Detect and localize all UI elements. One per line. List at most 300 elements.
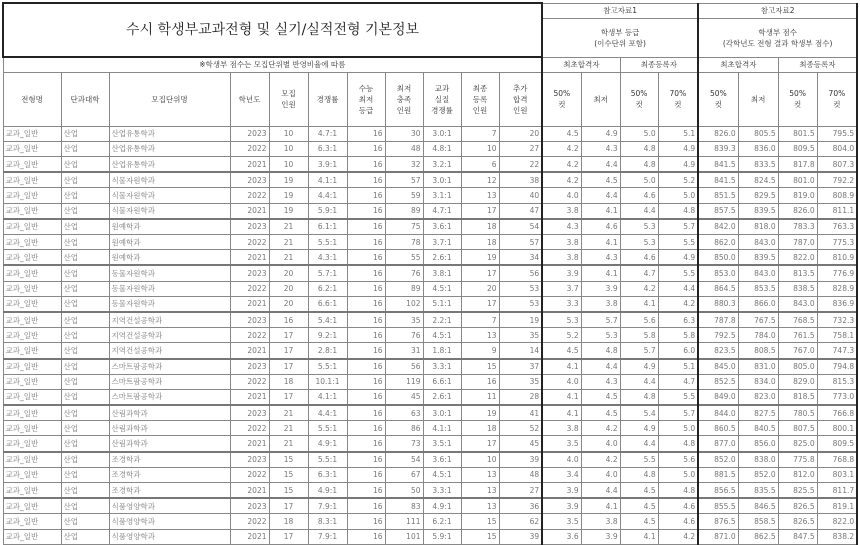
cell-rate: 6.2:1: [308, 281, 347, 296]
cell-quota: 17: [269, 359, 308, 375]
cell-ref2-first-50: 857.5: [698, 203, 738, 219]
cell-csat-grade: 16: [347, 235, 385, 250]
table-body: [3, 126, 857, 544]
cell-ref2-first-min: 823.0: [738, 389, 778, 405]
cell-type: 교과_일반: [3, 359, 61, 375]
cell-csat-grade: 16: [347, 250, 385, 266]
cell-ref2-final-70: 800.1: [817, 421, 857, 436]
cell-ref2-first-min: 843.0: [738, 235, 778, 250]
cell-ref1-first-min: 4.4: [581, 188, 620, 203]
cell-quota: 15: [269, 452, 308, 468]
cell-quota: 21: [269, 436, 308, 452]
cell-ref1-final-50: 5.7: [620, 343, 658, 359]
cell-csat-grade: 16: [347, 126, 385, 141]
cell-quota: 17: [269, 343, 308, 359]
cell-rate: 4.4:1: [308, 188, 347, 203]
cell-quota: 17: [269, 498, 308, 514]
cell-csat-grade: 16: [347, 389, 385, 405]
cell-ref1-first-min: 4.1: [581, 203, 620, 219]
table-row: [3, 328, 857, 343]
cell-ref1-final-50: 4.6: [620, 188, 658, 203]
cell-unit: 동물자원학과: [109, 265, 230, 281]
cell-min-met: 101: [385, 529, 423, 544]
cell-quota: 20: [269, 296, 308, 312]
cell-college: 산업: [61, 312, 109, 328]
cell-college: 산업: [61, 405, 109, 421]
table-row: [3, 157, 857, 173]
cell-ref2-first-min: 840.5: [738, 421, 778, 436]
cell-year: 2021: [230, 436, 269, 452]
cell-ref2-final-70: 810.9: [817, 250, 857, 266]
cell-csat-grade: 16: [347, 421, 385, 436]
cell-real-rate: 3.3:1: [423, 483, 461, 499]
col-ref2-final-50: 50% 컷: [778, 72, 817, 126]
cell-quota: 19: [269, 203, 308, 219]
cell-ref2-first-50: 844.0: [698, 405, 738, 421]
cell-ref1-first-50: 4.3: [542, 219, 581, 235]
cell-csat-grade: 16: [347, 483, 385, 499]
cell-ref1-first-min: 4.4: [581, 359, 620, 375]
col-year: 학년도: [230, 72, 269, 126]
cell-final-reg: 15: [461, 359, 499, 375]
cell-additional: 38: [499, 172, 542, 188]
cell-min-met: 48: [385, 141, 423, 156]
cell-final-reg: 17: [461, 436, 499, 452]
cell-college: 산업: [61, 250, 109, 266]
cell-min-met: 76: [385, 265, 423, 281]
col-ref1-first-min: 최저: [581, 72, 620, 126]
cell-year: 2022: [230, 235, 269, 250]
cell-college: 산업: [61, 328, 109, 343]
cell-ref1-first-min: 4.4: [581, 157, 620, 173]
cell-real-rate: 3.0:1: [423, 126, 461, 141]
cell-ref2-final-50: 801.5: [778, 126, 817, 141]
cell-ref1-final-50: 5.3: [620, 219, 658, 235]
cell-min-met: 35: [385, 312, 423, 328]
cell-unit: 스마트팜공학과: [109, 389, 230, 405]
table-row: [3, 203, 857, 219]
cell-ref2-first-min: 853.5: [738, 281, 778, 296]
cell-year: 2022: [230, 328, 269, 343]
cell-rate: 5.5:1: [308, 421, 347, 436]
table-row: [3, 343, 857, 359]
cell-csat-grade: 16: [347, 281, 385, 296]
cell-csat-grade: 16: [347, 157, 385, 173]
table-row: [3, 281, 857, 296]
cell-ref2-first-50: 856.5: [698, 483, 738, 499]
cell-ref2-final-50: 817.8: [778, 157, 817, 173]
cell-ref1-first-50: 4.2: [542, 157, 581, 173]
cell-unit: 지역건설공학과: [109, 328, 230, 343]
cell-ref1-final-70: 5.1: [658, 359, 698, 375]
cell-college: 산업: [61, 235, 109, 250]
table-row: [3, 421, 857, 436]
cell-additional: 53: [499, 281, 542, 296]
cell-college: 산업: [61, 452, 109, 468]
cell-real-rate: 3.3:1: [423, 359, 461, 375]
cell-year: 2023: [230, 126, 269, 141]
cell-ref1-first-min: 4.0: [581, 436, 620, 452]
cell-ref2-final-70: 803.1: [817, 467, 857, 482]
col-rate: 경쟁률: [308, 72, 347, 126]
cell-ref1-final-50: 4.9: [620, 421, 658, 436]
cell-min-met: 78: [385, 235, 423, 250]
cell-ref1-first-min: 5.7: [581, 312, 620, 328]
cell-year: 2023: [230, 219, 269, 235]
cell-additional: 36: [499, 498, 542, 514]
cell-ref1-final-70: 5.1: [658, 126, 698, 141]
cell-ref2-first-50: 871.0: [698, 529, 738, 544]
cell-ref2-final-50: 768.5: [778, 312, 817, 328]
cell-type: 교과_일반: [3, 467, 61, 482]
cell-additional: 62: [499, 514, 542, 529]
cell-csat-grade: 16: [347, 374, 385, 389]
cell-ref1-final-70: 4.8: [658, 436, 698, 452]
cell-ref1-first-50: 3.7: [542, 281, 581, 296]
cell-ref1-final-50: 4.2: [620, 281, 658, 296]
cell-year: 2021: [230, 296, 269, 312]
cell-rate: 5.9:1: [308, 203, 347, 219]
cell-final-reg: 10: [461, 452, 499, 468]
cell-additional: 28: [499, 389, 542, 405]
cell-type: 교과_일반: [3, 203, 61, 219]
cell-real-rate: 2.2:1: [423, 312, 461, 328]
cell-min-met: 86: [385, 421, 423, 436]
cell-year: 2023: [230, 312, 269, 328]
cell-ref2-first-min: 866.0: [738, 296, 778, 312]
cell-additional: 40: [499, 188, 542, 203]
cell-rate: 5.5:1: [308, 359, 347, 375]
col-ref1-final-70: 70% 컷: [658, 72, 698, 126]
cell-ref2-first-50: 842.0: [698, 219, 738, 235]
cell-college: 산업: [61, 157, 109, 173]
cell-final-reg: 17: [461, 265, 499, 281]
cell-year: 2022: [230, 281, 269, 296]
cell-min-met: 32: [385, 157, 423, 173]
cell-college: 산업: [61, 359, 109, 375]
cell-ref2-final-50: 826.0: [778, 203, 817, 219]
cell-unit: 지역건설공학과: [109, 312, 230, 328]
cell-ref1-final-50: 5.4: [620, 405, 658, 421]
cell-ref1-first-min: 5.3: [581, 328, 620, 343]
cell-ref1-final-50: 5.5: [620, 452, 658, 468]
cell-type: 교과_일반: [3, 296, 61, 312]
cell-college: 산업: [61, 188, 109, 203]
cell-ref2-final-50: 767.0: [778, 343, 817, 359]
cell-ref2-final-70: 747.3: [817, 343, 857, 359]
cell-csat-grade: 16: [347, 529, 385, 544]
cell-ref2-first-min: 862.5: [738, 529, 778, 544]
cell-real-rate: 4.8:1: [423, 141, 461, 156]
cell-ref2-final-50: 813.5: [778, 265, 817, 281]
cell-final-reg: 9: [461, 343, 499, 359]
cell-ref1-first-50: 3.8: [542, 235, 581, 250]
cell-csat-grade: 16: [347, 452, 385, 468]
cell-rate: 8.3:1: [308, 514, 347, 529]
cell-real-rate: 3.1:1: [423, 188, 461, 203]
cell-ref1-final-70: 4.2: [658, 296, 698, 312]
cell-unit: 식품영양학과: [109, 529, 230, 544]
cell-type: 교과_일반: [3, 498, 61, 514]
cell-ref1-final-50: 4.6: [620, 250, 658, 266]
cell-ref1-final-50: 5.0: [620, 172, 658, 188]
table-row: [3, 498, 857, 514]
cell-quota: 21: [269, 235, 308, 250]
cell-unit: 산업유통학과: [109, 126, 230, 141]
cell-ref2-first-min: 846.5: [738, 498, 778, 514]
cell-additional: 41: [499, 405, 542, 421]
cell-ref2-final-70: 819.1: [817, 498, 857, 514]
cell-ref2-first-50: 862.0: [698, 235, 738, 250]
table-row: [3, 250, 857, 266]
cell-ref1-first-50: 3.8: [542, 250, 581, 266]
cell-type: 교과_일반: [3, 126, 61, 141]
cell-college: 산업: [61, 281, 109, 296]
col-unit: 모집단위명: [109, 72, 230, 126]
cell-ref2-final-50: 843.0: [778, 296, 817, 312]
table-row: [3, 467, 857, 482]
cell-additional: 14: [499, 343, 542, 359]
ref1-label: 참고자료1: [542, 3, 698, 19]
cell-ref1-first-min: 4.2: [581, 421, 620, 436]
cell-additional: 19: [499, 312, 542, 328]
cell-real-rate: 3.8:1: [423, 265, 461, 281]
cell-college: 산업: [61, 296, 109, 312]
cell-ref1-first-min: 4.5: [581, 172, 620, 188]
cell-type: 교과_일반: [3, 483, 61, 499]
cell-min-met: 55: [385, 250, 423, 266]
cell-additional: 27: [499, 483, 542, 499]
cell-ref1-first-min: 3.8: [581, 296, 620, 312]
cell-ref1-first-50: 4.1: [542, 359, 581, 375]
cell-ref1-first-min: 4.3: [581, 250, 620, 266]
cell-ref2-final-70: 807.3: [817, 157, 857, 173]
cell-rate: 5.4:1: [308, 312, 347, 328]
cell-ref2-first-50: 852.0: [698, 452, 738, 468]
cell-ref1-first-50: 3.8: [542, 421, 581, 436]
cell-ref1-first-50: 4.0: [542, 188, 581, 203]
cell-real-rate: 2.6:1: [423, 389, 461, 405]
cell-unit: 스마트팜공학과: [109, 359, 230, 375]
cell-ref1-first-min: 4.8: [581, 343, 620, 359]
cell-ref2-first-50: 853.0: [698, 265, 738, 281]
cell-ref1-final-70: 4.8: [658, 203, 698, 219]
cell-unit: 동물자원학과: [109, 296, 230, 312]
cell-unit: 원예학과: [109, 250, 230, 266]
cell-type: 교과_일반: [3, 172, 61, 188]
cell-ref1-final-50: 5.3: [620, 235, 658, 250]
cell-final-reg: 17: [461, 203, 499, 219]
cell-ref2-first-50: 792.5: [698, 328, 738, 343]
cell-year: 2022: [230, 374, 269, 389]
cell-type: 교과_일반: [3, 343, 61, 359]
cell-ref1-first-min: 4.4: [581, 483, 620, 499]
cell-ref1-first-50: 3.4: [542, 467, 581, 482]
cell-ref2-first-min: 824.5: [738, 172, 778, 188]
cell-rate: 4.9:1: [308, 483, 347, 499]
cell-final-reg: 11: [461, 389, 499, 405]
cell-type: 교과_일반: [3, 389, 61, 405]
cell-ref1-first-50: 3.3: [542, 296, 581, 312]
cell-ref1-final-50: 4.4: [620, 374, 658, 389]
cell-additional: 39: [499, 529, 542, 544]
cell-ref2-first-min: 843.0: [738, 265, 778, 281]
cell-ref2-final-50: 829.0: [778, 374, 817, 389]
cell-ref1-first-50: 3.5: [542, 436, 581, 452]
ref2-subtitle-line1: 학생부 점수: [758, 27, 797, 37]
table-row: [3, 529, 857, 544]
cell-additional: 27: [499, 141, 542, 156]
cell-ref1-first-min: 4.1: [581, 235, 620, 250]
cell-type: 교과_일반: [3, 157, 61, 173]
cell-ref1-final-70: 4.9: [658, 157, 698, 173]
cell-unit: 동물자원학과: [109, 281, 230, 296]
cell-ref2-first-50: 855.5: [698, 498, 738, 514]
table-row: [3, 312, 857, 328]
ref1-subtitle: [542, 19, 698, 57]
cell-ref2-first-50: 826.0: [698, 126, 738, 141]
cell-min-met: 89: [385, 281, 423, 296]
cell-year: 2023: [230, 265, 269, 281]
cell-ref2-first-min: 827.5: [738, 405, 778, 421]
cell-ref2-first-50: 864.5: [698, 281, 738, 296]
cell-type: 교과_일반: [3, 421, 61, 436]
cell-min-met: 73: [385, 436, 423, 452]
cell-unit: 산림과학과: [109, 405, 230, 421]
cell-ref2-final-70: 808.9: [817, 188, 857, 203]
cell-ref2-first-50: 841.5: [698, 157, 738, 173]
cell-type: 교과_일반: [3, 436, 61, 452]
cell-ref2-final-70: 773.0: [817, 389, 857, 405]
cell-ref2-first-min: 856.0: [738, 436, 778, 452]
cell-real-rate: 4.7:1: [423, 203, 461, 219]
cell-year: 2023: [230, 405, 269, 421]
cell-ref1-final-70: 5.7: [658, 405, 698, 421]
cell-ref2-first-50: 860.5: [698, 421, 738, 436]
cell-additional: 52: [499, 421, 542, 436]
cell-ref2-final-70: 758.1: [817, 328, 857, 343]
cell-rate: 4.3:1: [308, 250, 347, 266]
cell-ref2-first-min: 852.0: [738, 467, 778, 482]
cell-ref2-final-50: 826.5: [778, 498, 817, 514]
cell-ref1-final-70: 4.9: [658, 141, 698, 156]
cell-ref2-first-min: 839.5: [738, 203, 778, 219]
cell-unit: 스마트팜공학과: [109, 374, 230, 389]
cell-real-rate: 5.1:1: [423, 296, 461, 312]
cell-unit: 식물자원학과: [109, 172, 230, 188]
cell-ref2-first-50: 787.8: [698, 312, 738, 328]
cell-year: 2022: [230, 188, 269, 203]
ref2-label: 참고자료2: [698, 3, 857, 19]
cell-ref2-final-50: 783.3: [778, 219, 817, 235]
cell-min-met: 75: [385, 219, 423, 235]
cell-type: 교과_일반: [3, 312, 61, 328]
cell-rate: 4.1:1: [308, 389, 347, 405]
cell-min-met: 56: [385, 359, 423, 375]
col-college: 단과대학: [61, 72, 109, 126]
cell-ref1-final-50: 4.9: [620, 359, 658, 375]
cell-csat-grade: 16: [347, 514, 385, 529]
cell-type: 교과_일반: [3, 141, 61, 156]
cell-csat-grade: 16: [347, 188, 385, 203]
cell-csat-grade: 16: [347, 312, 385, 328]
ref1-first-pass-group: 최초합격자: [542, 57, 620, 72]
cell-rate: 5.7:1: [308, 265, 347, 281]
cell-type: 교과_일반: [3, 265, 61, 281]
cell-ref1-first-50: 4.2: [542, 141, 581, 156]
cell-quota: 17: [269, 389, 308, 405]
cell-additional: 35: [499, 328, 542, 343]
cell-final-reg: 15: [461, 529, 499, 544]
cell-ref2-first-50: 839.3: [698, 141, 738, 156]
cell-min-met: 67: [385, 467, 423, 482]
cell-quota: 16: [269, 312, 308, 328]
col-min-met: 최저 충족 인원: [385, 72, 423, 126]
cell-real-rate: 3.0:1: [423, 405, 461, 421]
cell-csat-grade: 16: [347, 359, 385, 375]
cell-additional: 48: [499, 467, 542, 482]
cell-college: 산업: [61, 436, 109, 452]
cell-ref1-first-50: 4.0: [542, 452, 581, 468]
cell-type: 교과_일반: [3, 328, 61, 343]
cell-year: 2023: [230, 452, 269, 468]
table-row: [3, 188, 857, 203]
cell-ref1-first-50: 5.3: [542, 312, 581, 328]
cell-ref2-first-50: 852.5: [698, 374, 738, 389]
cell-unit: 산업유통학과: [109, 157, 230, 173]
cell-real-rate: 4.5:1: [423, 467, 461, 482]
cell-ref1-final-50: 4.4: [620, 203, 658, 219]
cell-final-reg: 20: [461, 281, 499, 296]
cell-final-reg: 12: [461, 172, 499, 188]
cell-final-reg: 13: [461, 188, 499, 203]
cell-csat-grade: 16: [347, 328, 385, 343]
cell-rate: 7.9:1: [308, 498, 347, 514]
col-ref1-first-50: 50% 컷: [542, 72, 581, 126]
table-row: [3, 235, 857, 250]
cell-unit: 산업유통학과: [109, 141, 230, 156]
cell-ref1-final-50: 4.1: [620, 529, 658, 544]
cell-ref2-final-70: 838.2: [817, 529, 857, 544]
cell-final-reg: 7: [461, 126, 499, 141]
cell-real-rate: 1.8:1: [423, 343, 461, 359]
cell-ref1-first-50: 4.5: [542, 126, 581, 141]
cell-ref1-final-70: 6.3: [658, 312, 698, 328]
cell-min-met: 119: [385, 374, 423, 389]
cell-quota: 15: [269, 467, 308, 482]
cell-rate: 5.5:1: [308, 235, 347, 250]
cell-unit: 식품영양학과: [109, 498, 230, 514]
cell-quota: 17: [269, 328, 308, 343]
cell-ref1-first-50: 3.9: [542, 498, 581, 514]
cell-ref2-final-70: 809.5: [817, 436, 857, 452]
cell-ref2-final-70: 822.0: [817, 514, 857, 529]
cell-ref2-final-70: 795.5: [817, 126, 857, 141]
cell-ref2-final-70: 768.8: [817, 452, 857, 468]
cell-final-reg: 18: [461, 235, 499, 250]
ref2-final-reg-group: 최종등록자: [778, 57, 857, 72]
cell-ref2-first-min: 833.5: [738, 157, 778, 173]
cell-ref2-first-min: 858.5: [738, 514, 778, 529]
cell-year: 2021: [230, 343, 269, 359]
cell-type: 교과_일반: [3, 219, 61, 235]
cell-ref1-first-min: 4.1: [581, 265, 620, 281]
cell-min-met: 57: [385, 172, 423, 188]
cell-unit: 조경학과: [109, 452, 230, 468]
cell-rate: 6.3:1: [308, 467, 347, 482]
cell-ref1-final-70: 5.0: [658, 421, 698, 436]
cell-ref2-first-50: 850.0: [698, 250, 738, 266]
